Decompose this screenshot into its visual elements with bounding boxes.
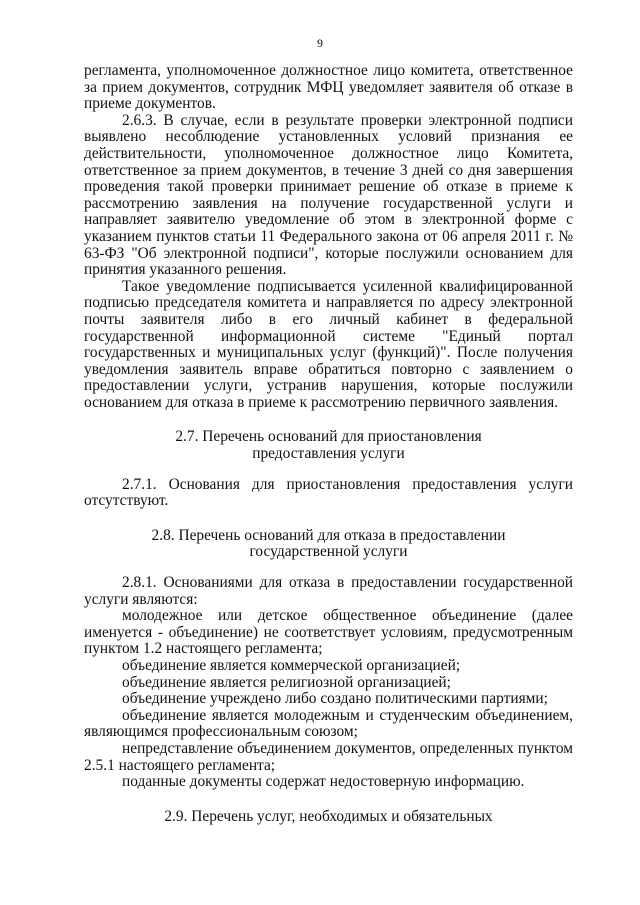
page-number: 9 <box>317 36 323 50</box>
paragraph-continuation: регламента, уполномоченное должностное лицо комитета, ответственное за прием документов, сотрудник МФЦ уведомляет заявителя об отказе в приеме документов. <box>84 62 573 113</box>
list-item-reason-3: объединение является религиозной организацией; <box>122 673 451 691</box>
list-item-reason-4: объединение учреждено либо создано политическими партиями; <box>122 690 548 708</box>
list-item-reason-6: непредставление объединением документов, определенных пунктом 2.5.1 настоящего регламента; <box>84 739 573 774</box>
list-item-reason-1: молодежное или детское общественное объединение (далее именуется - объединение) не соответствует условиям, предусмотренным пунктом 1.2 настоящего регламента; <box>84 607 573 658</box>
section-heading-2-7-line1: 2.7. Перечень оснований для приостановления <box>175 428 482 446</box>
section-heading-2-9-line1: 2.9. Перечень услуг, необходимых и обязательных <box>164 807 493 825</box>
list-item-reason-5: объединение является молодежным и студенческим объединением, являющимся профессиональным союзом; <box>84 706 573 741</box>
paragraph-2-8-1: 2.8.1. Основаниями для отказа в предоставлении государственной услуги являются: <box>84 574 573 608</box>
paragraph-notification: Такое уведомление подписывается усиленной квалифицированной подписью председателя комитета и направляется по адресу электронной почты заявителя либо в его личный кабинет в федеральной государственной информационной системе "Единый портал государственных и муниципальных услуг (функций)". После получения уведомления заявитель вправе обратиться повторно с заявлением о предоставлении услуги, устранив нарушения, которые послужили основанием для отказа в приеме к рассмотрению первичного заявления. <box>84 277 573 411</box>
paragraph-2-6-3: 2.6.3. В случае, если в результате проверки электронной подписи выявлено несоблюдение установленных условий признания ее действительности, уполномоченное должностное лицо Комитета, ответственное за прием документов, в течение 3 дней со дня завершения проведения такой проверки принимает решение об отказе в приеме к рассмотрению заявления на получение государственной услуги и направляет заявителю уведомление об этом в электронной форме с указанием пунктов статьи 11 Федерального закона от 06 апреля 2011 г. № 63-ФЗ "Об электронной подписи", которые послужили основанием для принятия указанного решения. <box>84 111 573 279</box>
section-heading-2-8-line2: государственной услуги <box>249 543 408 561</box>
section-heading-2-8-line1: 2.8. Перечень оснований для отказа в предоставлении <box>151 526 506 544</box>
list-item-reason-7: поданные документы содержат недостоверную информацию. <box>122 773 525 791</box>
section-heading-2-7-line2: предоставления услуги <box>252 445 405 463</box>
paragraph-2-7-1: 2.7.1. Основания для приостановления предоставления услуги отсутствуют. <box>84 475 573 510</box>
document-body <box>84 63 573 825</box>
list-item-reason-2: объединение является коммерческой организацией; <box>122 657 461 674</box>
